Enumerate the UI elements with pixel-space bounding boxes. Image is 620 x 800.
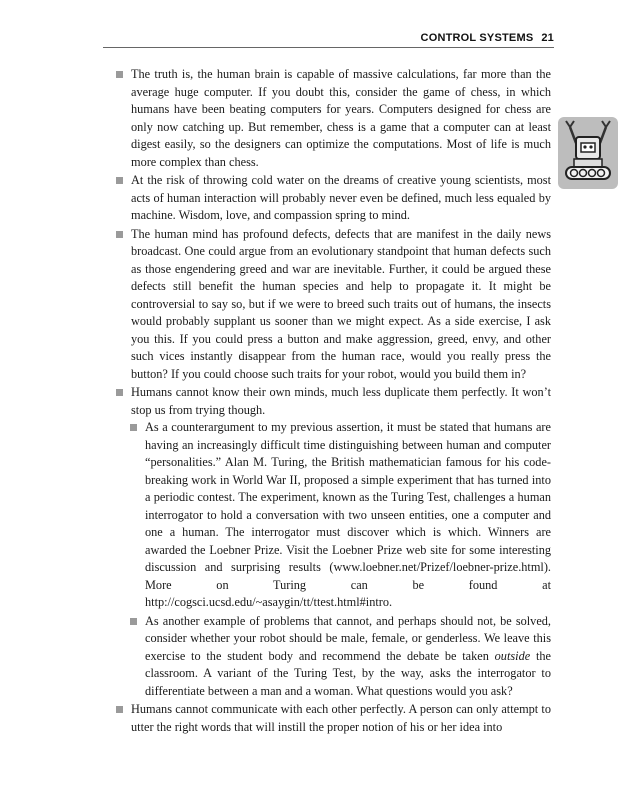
paragraph: At the risk of throwing cold water on the dreams of creative young scientists, most acts of human interaction will probably never even be defined, much less equaled by machine. Wisdom, love, and compassion spring to mind. — [131, 173, 551, 222]
running-header — [103, 32, 554, 44]
paragraph-text: As another example of problems that cannot, and perhaps should not, be solved, consider whether your robot should be male, female, or genderless. We leave this exercise to the student body and recommend the debate be taken — [145, 613, 551, 663]
page-number: 21 — [541, 32, 554, 44]
robot-icon — [558, 117, 618, 189]
bullet-square-icon — [130, 618, 137, 625]
bullet-item — [131, 701, 551, 736]
paragraph: As a counterargument to my previous assertion, it must be stated that humans are having an increasingly difficult time distinguishing between human and computer “personalities.” Alan M. Turing, the British mathematician famous for his code-breaking work in World War II, proposed a simple experiment that has turned into a periodic contest. The experiment, known as the Turing Test, challenges a human interrogator to hold a conversation with two unseen entities, one a computer and one a human. The interrogator must discover which is which. Winners are awarded the Loebner Prize. Visit the Loebner Prize web site for some interesting discussion and surprising results (www.loebner.net/Prizef/loebner-prize.html). More on Turing can be found at http://cogsci.ucsd.edu/~asaygin/tt/ttest.html#intro. — [145, 420, 551, 609]
paragraph: The human mind has profound defects, defects that are manifest in the daily news broadcast. One could argue from an evolutionary standpoint that human defects such as those engendering greed and war are inevitable. Further, it could be argued these defects still benefit the human species and help to propagate it. It might be controversial to say so, but if we were to breed such traits out of humans, the insects would probably supplant us sooner than we might expect. As a side exercise, I ask you this. If you could press a button and make aggression, greed, envy, and other such vices instantly disappear from the human race, would you really press the button? If you could choose such traits for your robot, would you build them in? — [131, 226, 551, 381]
bullet-square-icon — [116, 389, 123, 396]
bullet-item — [131, 172, 551, 225]
bullet-square-icon — [116, 177, 123, 184]
bullet-item — [131, 66, 551, 171]
bullet-square-icon — [116, 71, 123, 78]
sub-bullet-item — [145, 419, 551, 612]
paragraph-text: the classroom. A variant of the Turing Test, by the way, asks the interrogator to differentiate between a man and a woman. What questions would you ask? — [145, 648, 551, 698]
chapter-title: CONTROL SYSTEMS — [420, 32, 534, 44]
body-text — [131, 66, 551, 737]
paragraph: Humans cannot communicate with each other perfectly. A person can only attempt to utter the right words that will instill the proper notion of his or her idea into — [131, 702, 551, 734]
paragraph: Humans cannot know their own minds, much less duplicate them perfectly. It won’t stop us from trying though. — [131, 385, 551, 417]
sub-list — [145, 419, 551, 700]
bullet-square-icon — [116, 706, 123, 713]
sub-bullet-item — [145, 613, 551, 701]
emphasis-text: outside — [494, 648, 531, 663]
bullet-square-icon — [130, 424, 137, 431]
paragraph: The truth is, the human brain is capable of massive calculations, far more than the average huge computer. If you doubt this, consider the game of chess, in which humans have been beating computers for years. Computers designed for chess are only now catching up. But remember, chess is a game that a computer can at least digest easily, so the designers can optimize the computations. Most of life is much more complex than chess. — [131, 67, 551, 169]
paragraph — [145, 613, 551, 701]
bullet-square-icon — [116, 231, 123, 238]
header-rule — [103, 47, 554, 48]
bullet-item — [131, 384, 551, 700]
bullet-item — [131, 226, 551, 384]
